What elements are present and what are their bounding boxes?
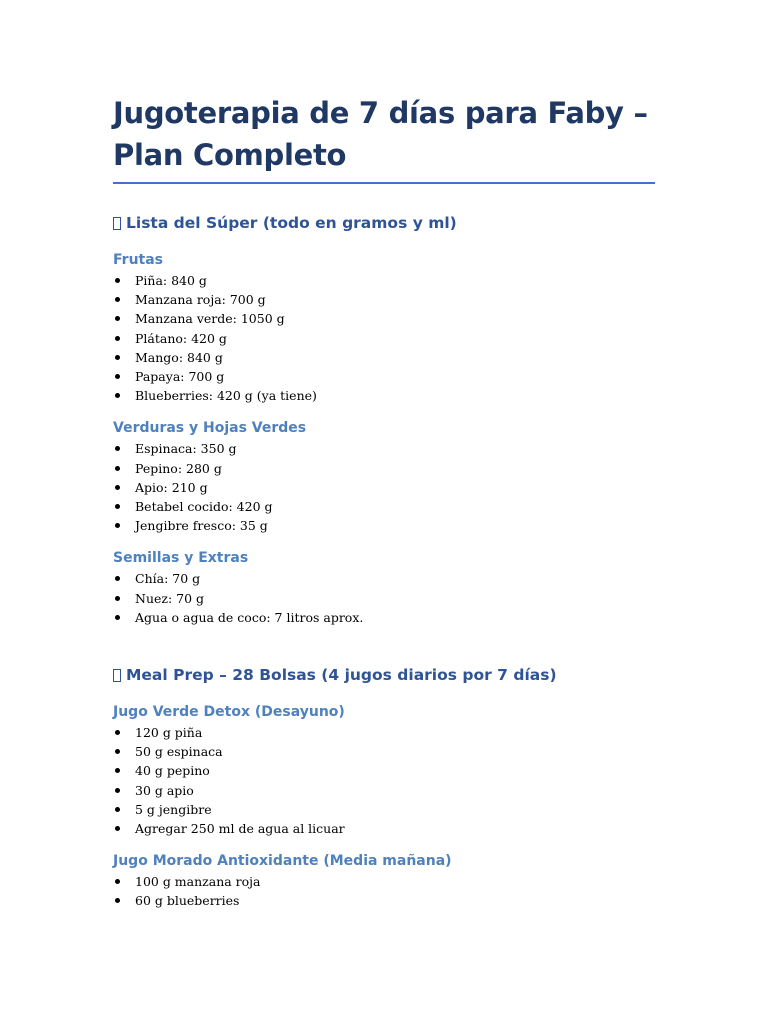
item-list: [113, 271, 655, 405]
group-frutas: [113, 250, 655, 405]
list-item: Betabel cocido: 420 g: [113, 497, 655, 516]
group-jugo-morado: [113, 851, 655, 910]
item-list: [113, 439, 655, 535]
group-heading: Frutas: [113, 252, 164, 268]
list-item: Chía: 70 g: [113, 569, 655, 588]
list-item: Papaya: 700 g: [113, 367, 655, 386]
document-page: [113, 92, 655, 909]
section-heading: [113, 664, 655, 686]
list-item: Manzana roja: 700 g: [113, 290, 655, 309]
group-heading: Semillas y Extras: [113, 550, 249, 567]
list-item: Plátano: 420 g: [113, 329, 655, 348]
group-heading: Jugo Verde Detox (Desayuno): [113, 704, 345, 720]
list-item: Agregar 250 ml de agua al licuar: [113, 819, 655, 838]
list-item: Agua o agua de coco: 7 litros aprox.: [113, 608, 655, 627]
list-item: Jengibre fresco: 35 g: [113, 516, 655, 535]
list-item: Piña: 840 g: [113, 271, 655, 290]
group-heading: Verduras y Hojas Verdes: [113, 420, 307, 437]
list-item: Apio: 210 g: [113, 478, 655, 497]
list-item: 5 g jengibre: [113, 800, 655, 819]
item-list: [113, 723, 655, 838]
item-list: [113, 569, 655, 627]
list-item: 120 g piña: [113, 723, 655, 742]
list-item: 60 g blueberries: [113, 891, 655, 910]
item-list: [113, 872, 655, 910]
group-verduras: [113, 418, 655, 535]
list-item: Nuez: 70 g: [113, 589, 655, 608]
section-meal-prep: [113, 664, 655, 924]
group-jugo-verde: [113, 702, 655, 838]
list-item: 50 g espinaca: [113, 742, 655, 761]
section-heading: [113, 212, 655, 234]
section-shopping-list: [113, 212, 655, 640]
section-heading-text: Meal Prep – 28 Bolsas (4 jugos diarios por 7 días): [126, 666, 557, 684]
group-heading: Jugo Morado Antioxidante (Media mañana): [113, 853, 452, 870]
list-item: 30 g apio: [113, 781, 655, 800]
section-heading-text: Lista del Súper (todo en gramos y ml): [126, 214, 457, 232]
list-item: Mango: 840 g: [113, 348, 655, 367]
group-semillas: [113, 548, 655, 627]
list-item: 40 g pepino: [113, 761, 655, 780]
list-item: Espinaca: 350 g: [113, 439, 655, 458]
list-item: Blueberries: 420 g (ya tiene): [113, 386, 655, 405]
list-item: Manzana verde: 1050 g: [113, 309, 655, 328]
missing-glyph-icon: [113, 669, 121, 682]
list-item: 100 g manzana roja: [113, 872, 655, 891]
document-title: Jugoterapia de 7 días para Faby – Plan Completo: [113, 92, 655, 184]
missing-glyph-icon: [113, 217, 121, 230]
list-item: Pepino: 280 g: [113, 459, 655, 478]
